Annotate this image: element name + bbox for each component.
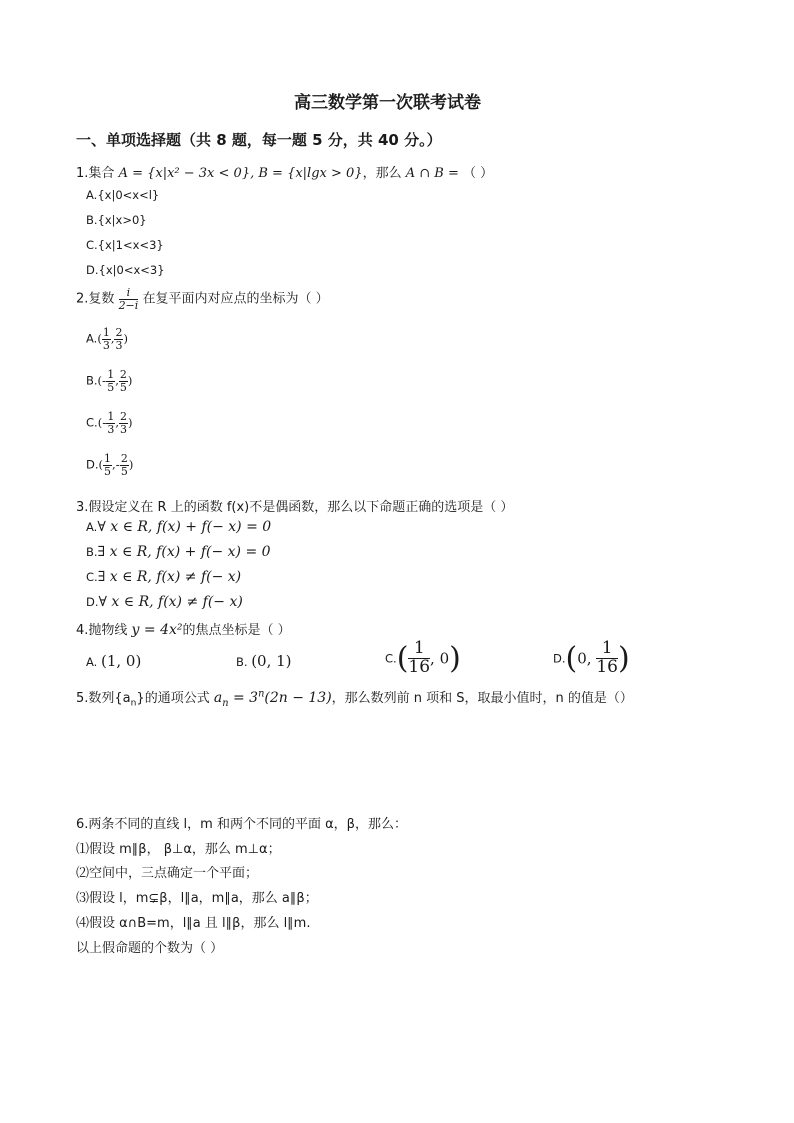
question-2	[76, 287, 329, 311]
q3-option-c[interactable]: C.∃ x ∈ R, f(x) ≠ f(− x)	[86, 569, 242, 585]
q3-option-a[interactable]: A.∀ x ∈ R, f(x) + f(− x) = 0	[86, 519, 272, 535]
section-heading: 一、单项选择题（共 8 题，每一题 5 分，共 40 分。）	[76, 131, 442, 149]
question-4	[76, 619, 291, 638]
q1-mid: ，那么	[362, 166, 402, 181]
q1-option-b[interactable]: B.{x|x>0}	[86, 213, 147, 227]
q6-line-6: 以上假命题的个数为（ ）	[76, 941, 224, 956]
q2-option-d[interactable]: D.( $\frac{1}{5}$ ,- $\frac{2}{5}$ )	[86, 452, 134, 478]
q1-tail: （ ）	[462, 166, 494, 181]
q2-option-c[interactable]: C.(- $\frac{1}{3}$ , $\frac{2}{3}$ )	[86, 410, 133, 436]
q4-option-a[interactable]: A. (1, 0)	[86, 652, 142, 670]
question-5: 5.数列$\{a_n\}$的通项公式 $a_n = 3^n(2n - 13)$，那么数列前 n 项和 S，取最小值时，n 的值是（）	[76, 688, 633, 709]
q4-option-b[interactable]: B. (0, 1)	[236, 652, 292, 670]
q2-prefix: 复数	[88, 291, 115, 307]
q1-math2: A ∩ B =	[405, 166, 459, 181]
q2-option-b[interactable]: B.(- $\frac{1}{5}$ , $\frac{2}{5}$ )	[86, 368, 133, 394]
question-3: 3.假设定义在 R 上的函数 f(x)不是偶函数，那么以下命题正确的选项是（ ）	[76, 500, 514, 515]
page-title: 高三数学第一次联考试卷	[294, 93, 481, 113]
q4-math: y = 4x²	[131, 622, 183, 638]
q2-number: 2.	[76, 291, 89, 307]
q6-line-2: ⑴假设 m∥β， β⊥α，那么 m⊥α；	[76, 842, 281, 857]
q1-option-a[interactable]: A.{x|0<x<l}	[86, 188, 160, 202]
q1-number: 1.	[76, 166, 89, 181]
q3-option-d[interactable]: D.∀ x ∈ R, f(x) ≠ f(− x)	[86, 594, 243, 610]
q6-line-3: ⑵空间中，三点确定一个平面；	[76, 866, 259, 881]
q6-line-5: ⑷假设 α∩B=m，l∥a 且 l∥β，那么 l∥m.	[76, 916, 311, 931]
q4-option-c[interactable]: C.( $\frac{1}{16}$ , 0)	[385, 638, 461, 677]
q6-line-1: 6.两条不同的直线 l，m 和两个不同的平面 α，β，那么：	[76, 817, 407, 832]
q4-option-d[interactable]: D.(0, $\frac{1}{16}$ )	[553, 638, 630, 677]
q2-option-a[interactable]: A.( $\frac{1}{3}$ , $\frac{2}{3}$ )	[86, 326, 128, 352]
q6-line-4: ⑶假设 l，m⊊β，l∥a，m∥a，那么 a∥β；	[76, 891, 318, 906]
q3-option-b[interactable]: B.∃ x ∈ R, f(x) + f(− x) = 0	[86, 544, 271, 560]
q1-math: A = {x|x² − 3x < 0}, B = {x|lgx > 0}	[118, 166, 363, 181]
q1-prefix: 集合	[88, 166, 115, 181]
q4-tail: 的焦点坐标是（ ）	[182, 623, 291, 638]
q2-tail: 在复平面内对应点的坐标为（ ）	[142, 291, 329, 307]
q2-fraction: $\frac{i}{2-i}$	[118, 286, 139, 312]
q1-option-d[interactable]: D.{x|0<x<3}	[86, 263, 165, 277]
q4-prefix: 4.抛物线	[76, 623, 128, 638]
question-1	[76, 162, 493, 181]
q1-option-c[interactable]: C.{x|1<x<3}	[86, 238, 164, 252]
